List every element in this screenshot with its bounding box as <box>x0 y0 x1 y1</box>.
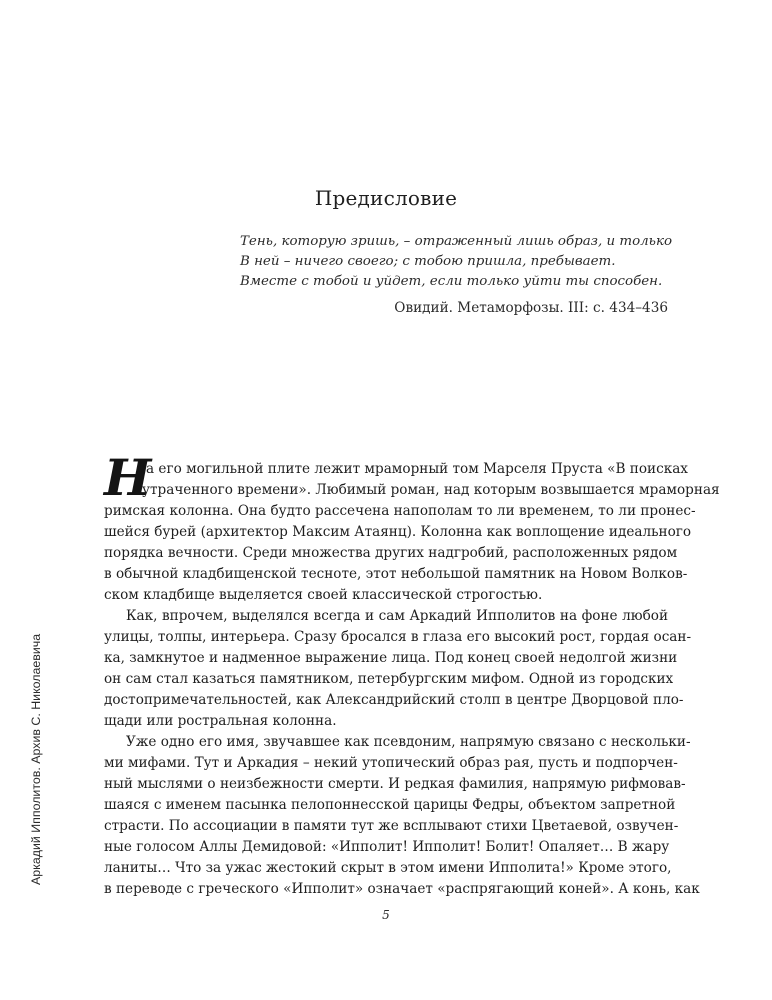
text-line: ка, замкнутое и надменное выражение лица. Под конец своей недолгой жизни <box>104 650 678 666</box>
epigraph-source: Овидий. Метаморфозы. III: с. 434–436 <box>394 300 668 316</box>
epigraph <box>240 232 680 292</box>
text-line: он сам стал казаться памятником, петербургским мифом. Одной из городских <box>104 671 674 687</box>
text-line: страсти. По ассоциации в памяти тут же всплывают стихи Цветаевой, озвучен- <box>104 818 679 834</box>
side-running-head: Аркадий Ипполитов. Архив С. Николаевича <box>29 633 43 885</box>
text-line: Уже одно его имя, звучавшее как псевдоним, напрямую связано с нескольки- <box>126 734 691 750</box>
text-line: в обычной кладбищенской тесноте, этот небольшой памятник на Новом Волков- <box>104 566 688 582</box>
page-number: 5 <box>382 908 390 922</box>
text-line: Как, впрочем, выделялся всегда и сам Аркадий Ипполитов на фоне любой <box>126 608 668 624</box>
epigraph-line: Вместе с тобой и уйдет, если только уйти ты способен. <box>240 274 663 289</box>
text-line: щади или ростральная колонна. <box>104 713 337 729</box>
text-line: утраченного времени». Любимый роман, над которым возвышается мраморная <box>142 482 720 498</box>
text-line: ные голосом Аллы Демидовой: «Ипполит! Ипполит! Болит! Опаляет… В жару <box>104 839 670 855</box>
text-line: в переводе с греческого «Ипполит» означает «распрягающий коней». А конь, как <box>104 881 700 897</box>
text-line: порядка вечности. Среди множества других надгробий, расположенных рядом <box>104 545 678 561</box>
text-line: ный мыслями о неизбежности смерти. И редкая фамилия, напрямую рифмовав- <box>104 776 686 792</box>
chapter-title: Предисловие <box>314 186 458 210</box>
text-line: ланиты… Что за ужас жестокий скрыт в этом имени Ипполита!» Кроме этого, <box>104 860 672 876</box>
body-text <box>104 459 720 900</box>
text-line: шаяся с именем пасынка пелопоннесской царицы Федры, объектом запретной <box>104 797 676 813</box>
text-line: ми мифами. Тут и Аркадия – некий утопический образ рая, пусть и подпорчен- <box>104 755 678 771</box>
text-line: шейся бурей (архитектор Максим Атаянц). Колонна как воплощение идеального <box>104 524 692 540</box>
epigraph-line: В ней – ничего своего; с тобою пришла, пребывает. <box>240 254 616 269</box>
text-line: ском кладбище выделяется своей классической строгостью. <box>104 587 543 603</box>
text-line: улицы, толпы, интерьера. Сразу бросался в глаза его высокий рост, гордая осан- <box>104 629 692 645</box>
text-line: а его могильной плите лежит мраморный том Марселя Пруста «В поисках <box>146 461 688 477</box>
text-line: римская колонна. Она будто рассечена напополам то ли временем, то ли пронес- <box>104 503 696 519</box>
epigraph-line: Тень, которую зришь, – отраженный лишь образ, и только <box>240 234 673 249</box>
drop-cap: Н <box>104 448 152 507</box>
text-line: достопримечательностей, как Александрийский столп в центре Дворцовой пло- <box>104 692 684 708</box>
